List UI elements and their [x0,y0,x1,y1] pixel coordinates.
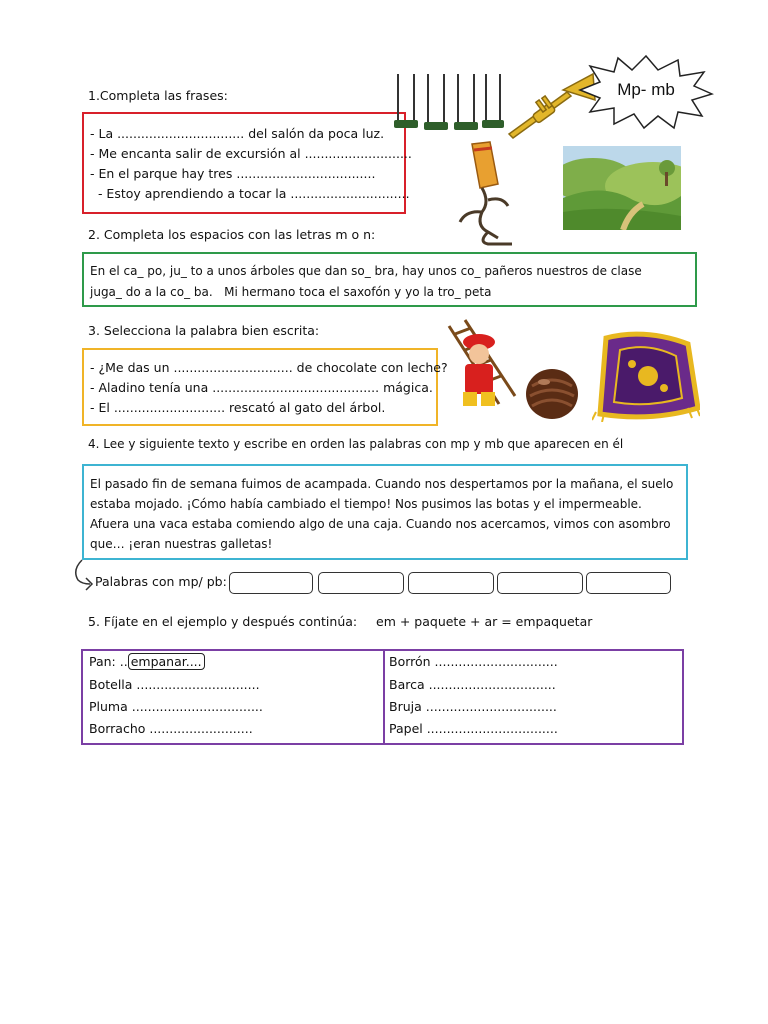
answer-box-1[interactable] [229,572,313,594]
right-row-3: Bruja ................................. [389,699,557,714]
landscape-image [563,146,681,230]
section-4-box [82,464,688,560]
right-row-1: Borrón ............................... [389,654,558,669]
s1-line-3: - En el parque hay tres ................................... [90,166,376,181]
s4-line-1: El pasado fin de semana fuimos de acampada. Cuando nos despertamos por la mañana, el suelo [90,477,674,491]
s3-line-1: - ¿Me das un .............................. de chocolate con leche? [90,360,448,375]
lamp-icon [452,140,518,248]
table-divider [383,651,385,743]
answer-label: Palabras con mp/ pb: [95,574,227,589]
s1-line-1: - La ................................ del salón da poca luz. [90,126,385,141]
s3-line-3: - El ............................ rescató al gato del árbol. [90,400,386,415]
section-5-heading: 5. Fíjate en el ejemplo y después continúa: [88,614,358,629]
section-5-table [81,649,684,745]
swings-icon [392,72,504,132]
section-5-example: em + paquete + ar = empaquetar [376,614,593,629]
s1-line-4: - Estoy aprendiendo a tocar la .............................. [90,186,410,201]
section-1-box [82,112,412,214]
left-row-2: Botella ............................... [89,677,260,692]
right-row-2: Barca ................................ [389,677,556,692]
section-3-heading: 3. Selecciona la palabra bien escrita: [88,323,320,338]
left-row-4: Borracho .......................... [89,721,253,736]
section-1-heading: 1.Completa las frases: [88,88,228,103]
right-row-4: Papel ................................. [389,721,558,736]
answer-box-4[interactable] [497,572,583,594]
chocolate-bonbon-icon [524,364,580,422]
answer-box-5[interactable] [586,572,671,594]
s4-line-2: estaba mojado. ¡Cómo había cambiado el tiempo! Nos pusimos las botas y el impermeable. [90,497,642,511]
example-answer: empanar.... [128,653,205,670]
section-4-heading: 4. Lee y siguiente texto y escribe en orden las palabras con mp y mb que aparecen en él [88,437,624,451]
left-row-1 [89,652,205,672]
s3-line-2: - Aladino tenía una .......................................... mágica. [90,380,433,395]
answer-box-2[interactable] [318,572,404,594]
firefighter-icon [443,318,521,408]
answer-box-3[interactable] [408,572,494,594]
left-row-3: Pluma ................................. [89,699,263,714]
section-2-box [82,252,697,307]
s2-line-1: En el ca_ po, ju_ to a unos árboles que dan so_ bra, hay unos co_ pañeros nuestros de clase [90,264,642,278]
s2-line-2: juga_ do a la co_ ba. Mi hermano toca el saxofón y yo la tro_ peta [90,285,492,299]
left-row-1-prefix: Pan: .. [89,654,128,669]
s1-line-2: - Me encanta salir de excursión al ........................... [90,146,412,161]
section-2-heading: 2. Completa los espacios con las letras m o n: [88,227,376,242]
topic-badge [578,54,714,130]
s4-line-4: que… ¡eran nuestras galletas! [90,537,273,551]
s4-line-3: Afuera una vaca estaba comiendo algo de una caja. Cuando nos acercamos, vimos con asombro [90,517,671,531]
section-3-box [82,348,448,426]
badge-label: Mp- mb [617,80,675,99]
magic-carpet-icon [592,328,700,422]
